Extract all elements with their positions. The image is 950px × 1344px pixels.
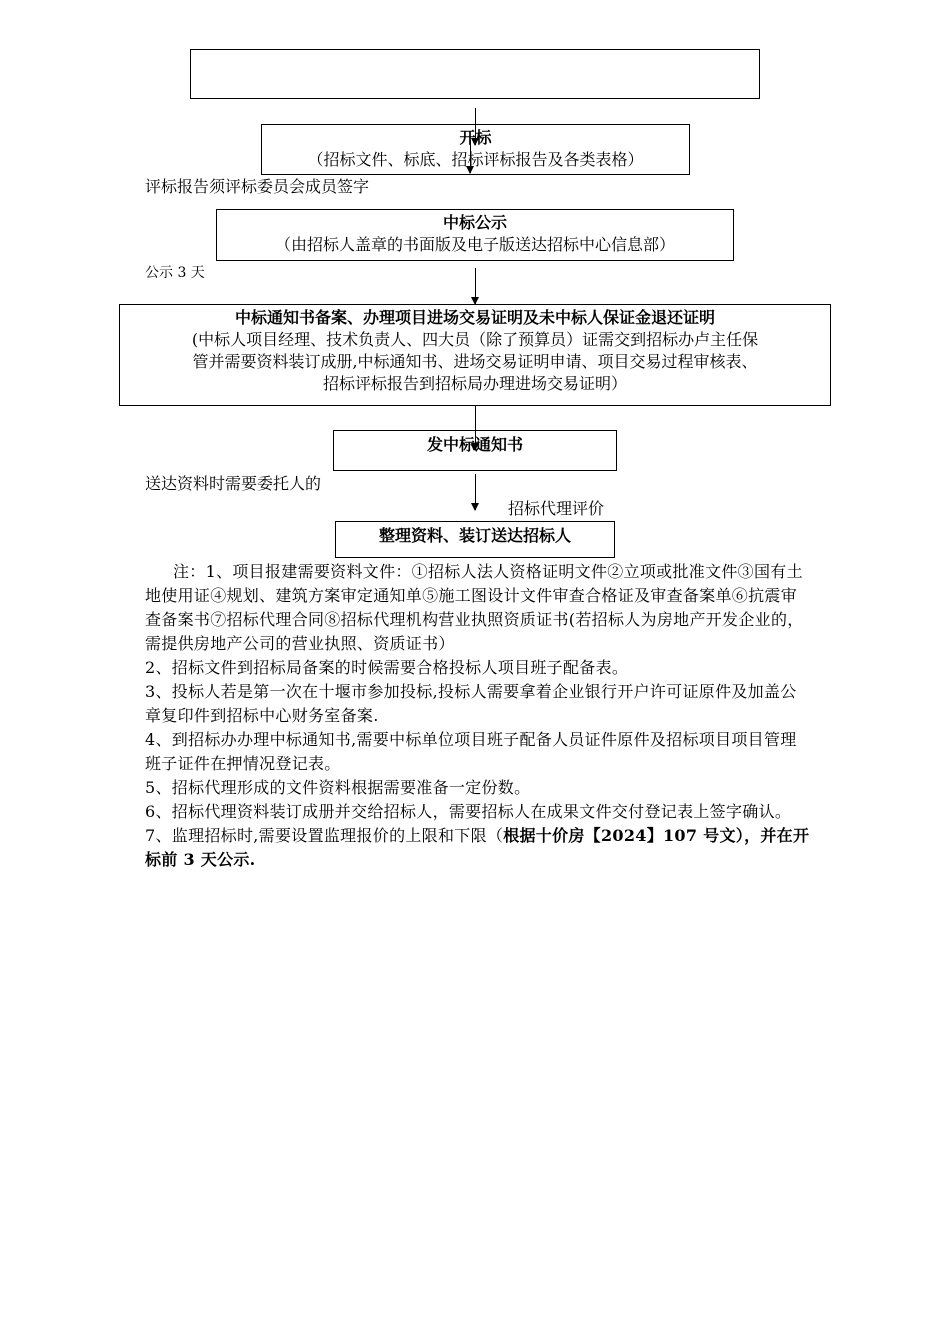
note-7-bold: 根据十价房【2024】107 号文），并在开标前 3 天公示. (145, 826, 810, 869)
label-gongshi: 公示 3 天 (145, 265, 205, 281)
top-empty-box (190, 49, 760, 99)
fa-tongzhishu-title: 发中标通知书 (426, 435, 523, 454)
note-1: 注：1、项目报建需要资料文件：①招标人法人资格证明文件②立项或批准文件③国有土地使用证④规划、建筑方案审定通知单⑤施工图设计文件审查合格证及审查备案单⑥抗震审查备案书⑦招标代理合同⑧招标代理机构营业执照资质证书(若招标人为房地产开发企业的，需提供房地产公司的营业执照、资质证书） (145, 562, 804, 653)
flow-arrow-5 (475, 474, 476, 510)
gongshi-title: 中标公示 (442, 213, 507, 232)
note-7 (145, 824, 810, 872)
note-5: 5、招标代理形成的文件资料根据需要准备一定份数。 (145, 778, 531, 797)
flow-arrow-4 (475, 406, 476, 450)
note-6: 6、招标代理资料装订成册并交给招标人，需要招标人在成果文件交付登记表上签字确认。 (145, 802, 792, 821)
zhongbiao-gongshi-box (216, 209, 734, 261)
gongshi-subtitle: （由招标人盖章的书面版及电子版送达招标中心信息部） (274, 235, 675, 254)
zhengli-title: 整理资料、装订送达招标人 (378, 526, 571, 545)
flow-arrow-3 (475, 268, 476, 304)
beian-line2: 管并需要资料装订成册,中标通知书、进场交易证明申请、项目交易过程审核表、 (192, 352, 758, 371)
note-3: 3、投标人若是第一次在十堰市参加投标,投标人需要拿着企业银行开户许可证原件及加盖公章复印件到招标中心财务室备案. (145, 682, 797, 725)
label-signature: 评标报告须评标委员会成员签字 (145, 177, 370, 196)
notes-section (145, 560, 810, 872)
kaibiao-title: 开标 (459, 128, 492, 147)
label-weituo: 送达资料时需要委托人的 (145, 474, 322, 493)
note-2: 2、招标文件到招标局备案的时候需要合格投标人项目班子配备表。 (145, 658, 629, 677)
beian-box (119, 304, 831, 406)
kaibiao-subtitle: （招标文件、标底、招标评标报告及各类表格） (307, 150, 644, 169)
flow-arrow-2 (470, 140, 471, 173)
label-pingjia: 招标代理评价 (508, 499, 605, 518)
beian-title: 中标通知书备案、办理项目进场交易证明及未中标人保证金退还证明 (234, 308, 715, 327)
beian-line3: 招标评标报告到招标局办理进场交易证明） (322, 374, 627, 393)
note-4: 4、到招标办办理中标通知书,需要中标单位项目班子配备人员证件原件及招标项目项目管理班子证件在押情况登记表。 (145, 730, 797, 773)
flow-arrow-1 (475, 108, 476, 145)
zhengli-box (335, 521, 615, 558)
beian-line1: (中标人项目经理、技术负责人、四大员（除了预算员）证需交到招标办卢主任保 (191, 330, 759, 349)
note-7-prefix: 7、监理招标时,需要设置监理报价的上限和下限（ (145, 826, 504, 845)
